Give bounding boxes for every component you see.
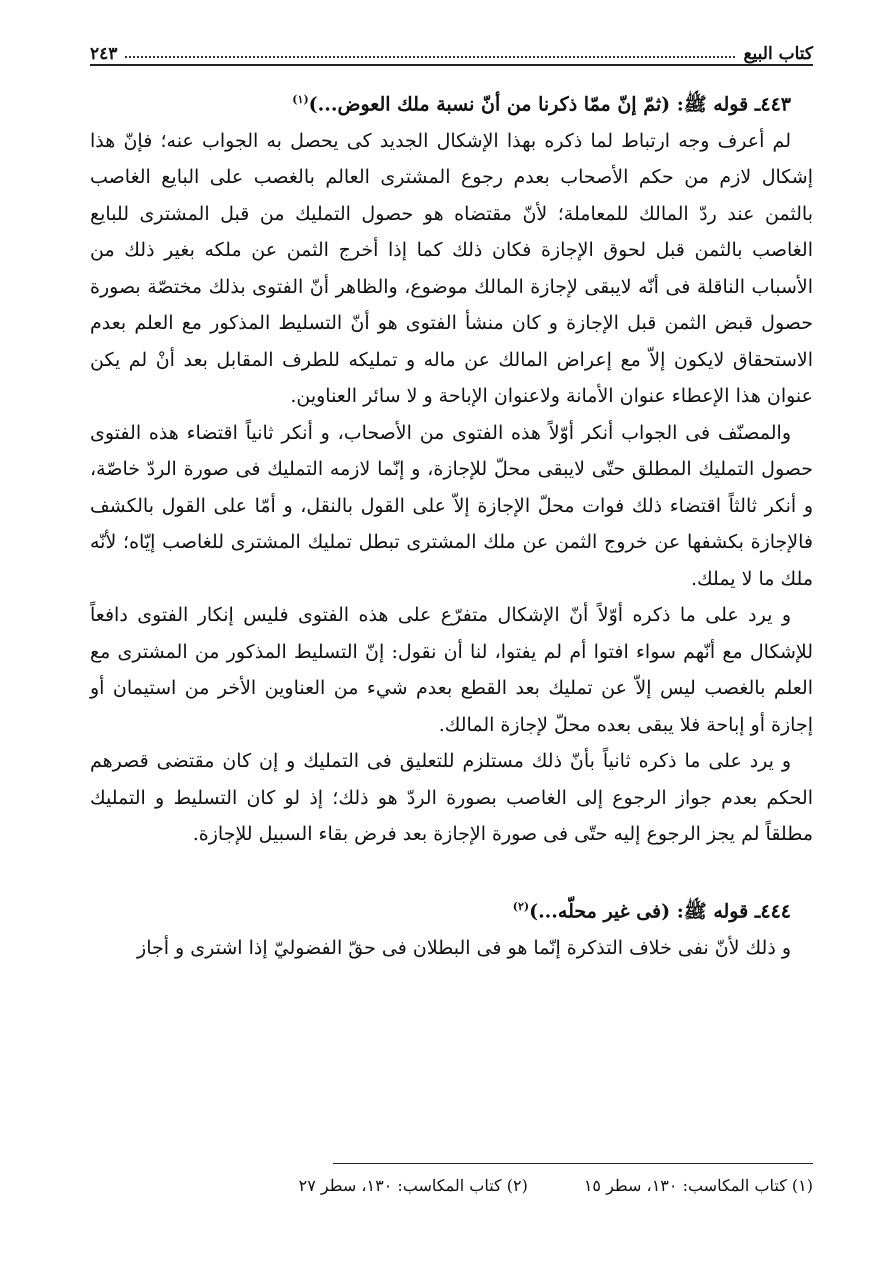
- section-444-heading: [90, 889, 813, 930]
- footnote-divider: [333, 1163, 813, 1164]
- section-spacer: [90, 853, 813, 889]
- paragraph-443-3: و يرد على ما ذكره أوّلاً أنّ الإشكال متفرّع على هذه الفتوى فليس إنكار الفتوى دافعاً للإشكال مع أنّهم سواء افتوا أم لم يفتوا، لنا أن نقول: إنّ التسليط المذكور من المشترى مع العلم بالغصب ليس إلاّ عن تمليك بعد القطع بعدم شيء من العناوين الأخر من استيمان أو إجازة أو إباحة فلا يبقى بعده محلّ لإجازة المالك.: [90, 604, 813, 736]
- footnote-ref-1: (١): [292, 93, 309, 106]
- section-443-heading-text: ٤٤٣ـ قوله ﷺ: (ثمّ إنّ ممّا ذكرنا من أنّ نسبة ملك العوض...): [308, 93, 791, 116]
- page-number: ٢٤٣: [90, 44, 118, 64]
- section-443-heading: [90, 82, 813, 123]
- footnotes: [180, 1176, 813, 1195]
- footnote-1: (١) كتاب المكاسب: ١٣٠، سطر ١٥: [583, 1176, 813, 1195]
- paragraph-443-2: والمصنّف فى الجواب أنكر أوّلاً هذه الفتوى من الأصحاب، و أنكر ثانياً اقتضاء هذه الفتوى حصول التمليك المطلق حتّى لايبقى محلّ للإجازة، و إنّما لازمه التمليك فى صورة الردّ خاصّة، و أنكر ثالثاً اقتضاء ذلك فوات محلّ الإجازة إلاّ على القول بالنقل، و أمّا على القول بالكشف فالإجازة بكشفها عن خروج الثمن عن ملك المشترى تبطل تمليك المشترى للغاصب إيّاه؛ لأنّه ملك ما لا يملك.: [90, 421, 813, 590]
- running-header: [90, 30, 813, 66]
- footnote-ref-2: (٢): [512, 899, 530, 913]
- paragraph-443-4: و يرد على ما ذكره ثانياً بأنّ ذلك مستلزم للتعليق فى التمليك و إن كان مقتضى قصرهم الحكم بعدم جواز الرجوع إلى الغاصب بصورة الردّ هو ذلك؛ إذ لو كان التسليط و التمليك مطلقاً لم يجز الرجوع إليه حتّى فى صورة الإجازة بعد فرض بقاء السبيل للإجازة.: [90, 750, 813, 846]
- section-444-heading-text: ٤٤٤ـ قوله ﷺ: (فى غير محلّه...): [529, 900, 791, 923]
- header-title: كتاب البيع: [743, 44, 813, 64]
- paragraph-444-1: و ذلك لأنّ نفى خلاف التذكرة إنّما هو فى البطلان فى حقّ الفضوليّ إذا اشترى و أجاز: [137, 936, 791, 959]
- header-dot-leader: [125, 56, 735, 58]
- footnote-2: (٢) كتاب المكاسب: ١٣٠، سطر ٢٧: [298, 1176, 528, 1195]
- paragraph-443-1: لم أعرف وجه ارتباط لما ذكره بهذا الإشكال الجديد كى يحصل به الجواب عنه؛ فإنّ هذا إشكال لازم من حكم الأصحاب بعدم رجوع المشترى العالم بالغصب على البايع الغاصب بالثمن عند ردّ المالك للمعاملة؛ لأنّ مقتضاه هو حصول التمليك من قبل المشترى للبايع الغاصب بالثمن قبل لحوق الإجازة فكان ذلك كما إذا أخرج الثمن عن ملكه بغير ذلك من الأسباب الناقلة فى أنّه لايبقى لإجازة المالك موضوع، والظاهر أنّ الفتوى بذلك مختصّة بصورة حصول قبض الثمن قبل الإجازة و كان منشأ الفتوى هو أنّ التسليط المذكور مع العلم بعدم الاستحقاق لايكون إلاّ مع إعراض المالك عن ماله و تمليكه للطرف المقابل بعد أنْ لم يكن عنوان هذا الإعطاء عنوان الأمانة ولاعنوان الإباحة و لا سائر العناوين.: [90, 129, 813, 408]
- main-text: [90, 82, 813, 966]
